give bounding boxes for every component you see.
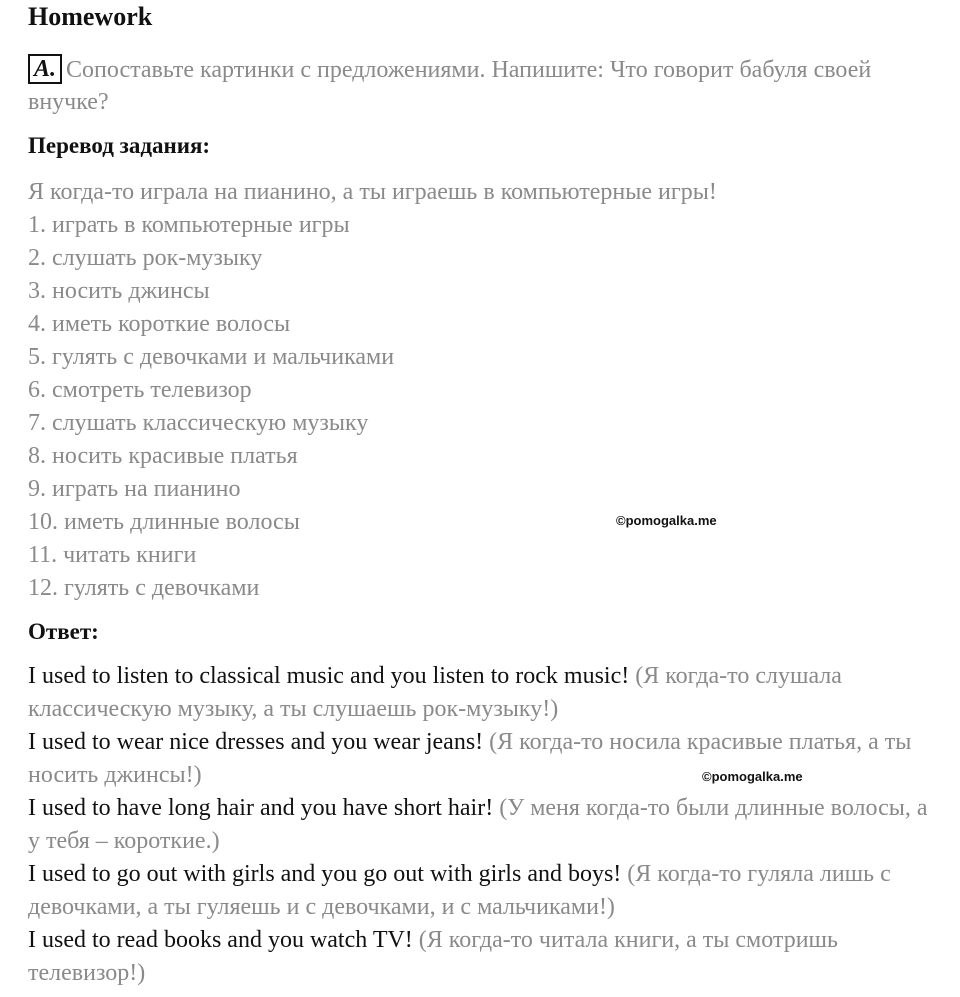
list-item: 5. гулять с девочками и мальчиками	[28, 344, 395, 370]
answer-english: I used to read books and you watch TV!	[28, 927, 413, 953]
list-item: 1. играть в компьютерные игры	[28, 212, 350, 238]
answer-item	[28, 792, 928, 858]
watermark: ©pomogalka.me	[702, 769, 803, 784]
answer-translation: (У меня когда-то были длинные волосы, а у тебя – короткие.)	[28, 795, 928, 854]
answer-translation: (Я когда-то носила красивые платья, а ты носить джинсы!)	[28, 729, 912, 788]
answer-item	[28, 924, 928, 990]
task-instruction	[28, 54, 928, 118]
list-item: 8. носить красивые платья	[28, 443, 298, 469]
page-title: Homework	[28, 2, 153, 31]
answer-item	[28, 858, 928, 924]
answer-english: I used to listen to classical music and you listen to rock music!	[28, 663, 630, 689]
list-item: 12. гулять с девочками	[28, 575, 260, 601]
answer-translation: (Я когда-то гуляла лишь с девочками, а ты гуляешь и с девочками, и с мальчиками!)	[28, 861, 891, 920]
answer-heading: Ответ:	[28, 619, 99, 644]
list-item: 2. слушать рок-музыку	[28, 245, 263, 271]
list-item: 11. читать книги	[28, 542, 197, 568]
answer-item	[28, 660, 928, 726]
translation-list	[28, 176, 717, 605]
answer-english: I used to go out with girls and you go out with girls and boys!	[28, 861, 622, 887]
translation-heading: Перевод задания:	[28, 133, 211, 158]
answer-translation: (Я когда-то слушала классическую музыку, а ты слушаешь рок-музыку!)	[28, 663, 842, 722]
list-item: 7. слушать классическую музыку	[28, 410, 369, 436]
translation-intro: Я когда-то играла на пианино, а ты играешь в компьютерные игры!	[28, 179, 717, 205]
list-item: 4. иметь короткие волосы	[28, 311, 291, 337]
task-letter-badge: A.	[28, 54, 62, 84]
answer-english: I used to have long hair and you have short hair!	[28, 795, 494, 821]
list-item: 9. играть на пианино	[28, 476, 241, 502]
task-text: Сопоставьте картинки с предложениями. Напишите: Что говорит бабуля своей внучке?	[28, 57, 872, 115]
answer-english: I used to wear nice dresses and you wear jeans!	[28, 729, 484, 755]
answer-list	[28, 660, 928, 990]
list-item: 6. смотреть телевизор	[28, 377, 252, 403]
list-item: 3. носить джинсы	[28, 278, 210, 304]
list-item: 10. иметь длинные волосы	[28, 509, 300, 535]
watermark: ©pomogalka.me	[616, 513, 717, 528]
answer-translation: (Я когда-то читала книги, а ты смотришь телевизор!)	[28, 927, 838, 986]
